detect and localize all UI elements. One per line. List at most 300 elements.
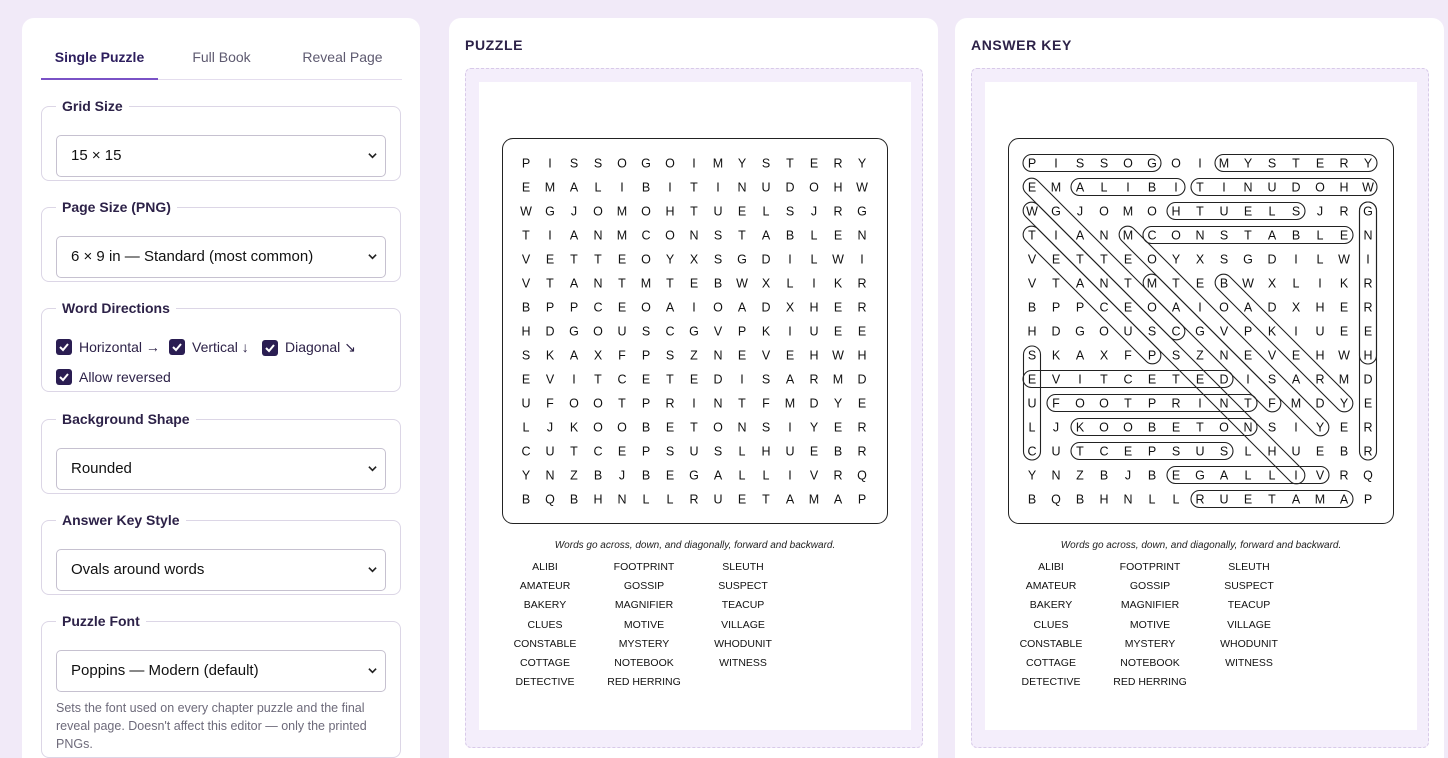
- grid-letter: Y: [737, 156, 747, 171]
- grid-letter: N: [1219, 348, 1229, 363]
- grid-letter: E: [737, 348, 747, 363]
- grid-letter: S: [761, 156, 771, 171]
- grid-letter: G: [689, 468, 699, 483]
- grid-letter: T: [1244, 396, 1252, 411]
- grid-letter: G: [1147, 156, 1157, 171]
- grid-letter: L: [1316, 252, 1324, 267]
- grid-letter: U: [761, 180, 771, 195]
- background-shape-group: [41, 411, 401, 494]
- answer-key-style-group: [41, 512, 401, 595]
- grid-letter: S: [1219, 252, 1229, 267]
- grid-letter: B: [1147, 468, 1157, 483]
- vertical-label: Vertical ↓: [192, 339, 249, 355]
- grid-letter: R: [1339, 204, 1349, 219]
- word-list-item: WITNESS: [719, 657, 767, 669]
- grid-letter: O: [809, 180, 819, 195]
- grid-letter: G: [569, 324, 579, 339]
- grid-letter: T: [1076, 252, 1084, 267]
- grid-letter: I: [1294, 468, 1298, 483]
- word-list-item: MYSTERY: [1124, 637, 1176, 650]
- word-list-item: TEACUP: [721, 599, 765, 612]
- grid-letter: E: [617, 252, 627, 267]
- grid-letter: D: [1315, 396, 1325, 411]
- grid-letter: N: [1123, 492, 1133, 507]
- grid-letter: P: [1147, 348, 1157, 363]
- grid-letter: P: [1243, 324, 1253, 339]
- grid-letter: A: [1339, 492, 1349, 507]
- grid-letter: U: [809, 324, 819, 339]
- grid-letter: I: [668, 180, 672, 195]
- grid-letter: L: [786, 276, 794, 291]
- grid-letter: A: [1219, 468, 1229, 483]
- grid-letter: X: [1099, 348, 1109, 363]
- grid-letter: Z: [1076, 468, 1084, 483]
- grid-letter: R: [1339, 468, 1349, 483]
- grid-letter: P: [1075, 300, 1085, 315]
- grid-letter: L: [1244, 444, 1252, 459]
- word-list-item: AMATEUR: [519, 580, 571, 593]
- grid-letter: I: [692, 396, 696, 411]
- grid-letter: H: [857, 348, 867, 363]
- grid-letter: G: [857, 204, 867, 219]
- grid-letter: M: [616, 228, 628, 243]
- grid-letter: S: [1099, 156, 1109, 171]
- grid-letter: A: [1075, 180, 1085, 195]
- grid-letter: R: [1339, 156, 1349, 171]
- word-list-item: SLEUTH: [722, 561, 764, 573]
- word-list-item: CONSTABLE: [1019, 637, 1083, 650]
- word-list-item: SUSPECT: [718, 580, 768, 593]
- grid-letter: Y: [521, 468, 531, 483]
- grid-letter: F: [1052, 396, 1060, 411]
- grid-letter: O: [1099, 204, 1109, 219]
- grid-letter: V: [1315, 468, 1325, 483]
- grid-letter: E: [1195, 276, 1205, 291]
- grid-letter: U: [1027, 396, 1037, 411]
- grid-letter: I: [572, 372, 576, 387]
- grid-letter: I: [1246, 372, 1250, 387]
- word-list-item: RED HERRING: [1113, 676, 1187, 689]
- grid-letter: M: [1122, 204, 1134, 219]
- grid-letter: G: [737, 252, 747, 267]
- word-list-item: NOTEBOOK: [1120, 657, 1180, 669]
- grid-letter: N: [1219, 396, 1229, 411]
- grid-letter: O: [1123, 156, 1133, 171]
- answer-oval: [1191, 179, 1377, 196]
- grid-letter: K: [1075, 420, 1085, 435]
- grid-letter: S: [1267, 156, 1277, 171]
- grid-letter: S: [713, 444, 723, 459]
- grid-letter: A: [833, 492, 843, 507]
- grid-letter: O: [1147, 252, 1157, 267]
- grid-letter: I: [788, 420, 792, 435]
- grid-letter: C: [593, 444, 603, 459]
- word-directions-group: [41, 300, 401, 392]
- puzzle-font-value: Poppins — Modern (default): [71, 662, 259, 679]
- grid-size-label: Grid Size: [62, 98, 123, 114]
- grid-letter: H: [1171, 204, 1181, 219]
- grid-letter: U: [713, 204, 723, 219]
- grid-letter: Y: [1363, 156, 1373, 171]
- grid-letter: M: [1314, 492, 1326, 507]
- grid-letter: C: [521, 444, 531, 459]
- grid-letter: E: [809, 156, 819, 171]
- grid-letter: Y: [665, 252, 675, 267]
- grid-letter: B: [1027, 300, 1037, 315]
- grid-letter: E: [665, 468, 675, 483]
- grid-letter: J: [810, 204, 818, 219]
- grid-letter: W: [1362, 180, 1374, 195]
- word-list-item: SLEUTH: [1228, 561, 1270, 573]
- grid-letter: V: [713, 324, 723, 339]
- grid-letter: E: [665, 420, 675, 435]
- grid-letter: D: [1291, 180, 1301, 195]
- grid-letter: G: [1075, 324, 1085, 339]
- grid-letter: T: [1196, 204, 1204, 219]
- grid-letter: L: [1316, 228, 1324, 243]
- grid-letter: O: [593, 420, 603, 435]
- diagonal-checkbox[interactable]: [262, 339, 356, 356]
- puzzle-preview-panel: [449, 18, 938, 758]
- grid-letter: O: [1171, 228, 1181, 243]
- grid-letter: O: [569, 396, 579, 411]
- grid-letter: N: [1099, 276, 1109, 291]
- grid-letter: G: [545, 204, 555, 219]
- horizontal-checkbox[interactable]: [56, 339, 160, 355]
- grid-letter: E: [1027, 180, 1037, 195]
- grid-letter: T: [762, 492, 770, 507]
- word-list-item: RED HERRING: [607, 676, 681, 689]
- grid-letter: N: [713, 348, 723, 363]
- grid-letter: S: [1171, 348, 1181, 363]
- grid-letter: G: [1051, 204, 1061, 219]
- page-size-select[interactable]: [56, 236, 386, 278]
- grid-letter: B: [1147, 420, 1157, 435]
- grid-letter: O: [593, 324, 603, 339]
- grid-letter: T: [690, 204, 698, 219]
- grid-letter: O: [1171, 156, 1181, 171]
- grid-letter: P: [1051, 300, 1061, 315]
- grid-letter: E: [1363, 396, 1373, 411]
- grid-letter: U: [1267, 180, 1277, 195]
- word-list-item: FOOTPRINT: [1119, 561, 1181, 573]
- grid-letter: C: [593, 300, 603, 315]
- answer-key-panel: [955, 18, 1444, 758]
- grid-letter: T: [738, 396, 746, 411]
- grid-letter: R: [833, 204, 843, 219]
- grid-letter: G: [1243, 252, 1253, 267]
- grid-letter: O: [1219, 300, 1229, 315]
- grid-letter: E: [1315, 444, 1325, 459]
- grid-letter: U: [1051, 444, 1061, 459]
- grid-letter: J: [1076, 204, 1084, 219]
- grid-letter: C: [617, 372, 627, 387]
- grid-letter: H: [521, 324, 531, 339]
- grid-letter: M: [784, 396, 796, 411]
- word-list-item: AMATEUR: [1025, 580, 1077, 593]
- grid-letter: N: [737, 420, 747, 435]
- word-list-item: DETECTIVE: [515, 676, 575, 689]
- grid-letter: S: [593, 156, 603, 171]
- grid-letter: F: [546, 396, 554, 411]
- grid-letter: T: [738, 228, 746, 243]
- grid-letter: O: [1099, 324, 1109, 339]
- grid-letter: V: [1027, 252, 1037, 267]
- grid-letter: O: [1147, 300, 1157, 315]
- grid-letter: E: [1339, 324, 1349, 339]
- grid-letter: I: [1198, 396, 1202, 411]
- grid-letter: I: [740, 372, 744, 387]
- grid-letter: E: [1051, 252, 1061, 267]
- grid-letter: E: [1339, 300, 1349, 315]
- grid-letter: S: [1075, 156, 1085, 171]
- grid-letter: J: [1316, 204, 1324, 219]
- grid-letter: J: [1124, 468, 1132, 483]
- grid-letter: D: [1267, 252, 1277, 267]
- grid-letter: C: [1027, 444, 1037, 459]
- grid-letter: S: [665, 348, 675, 363]
- grid-letter: N: [857, 228, 867, 243]
- grid-letter: O: [641, 204, 651, 219]
- grid-letter: E: [1147, 372, 1157, 387]
- grid-letter: T: [594, 372, 602, 387]
- grid-letter: B: [1291, 228, 1301, 243]
- grid-letter: O: [593, 396, 603, 411]
- grid-letter: A: [569, 276, 579, 291]
- grid-letter: T: [786, 156, 794, 171]
- grid-letter: I: [1222, 180, 1226, 195]
- grid-letter: W: [856, 180, 868, 195]
- word-list-item: FOOTPRINT: [613, 561, 675, 573]
- grid-letter: E: [1171, 420, 1181, 435]
- allow-reversed-checkbox[interactable]: [56, 369, 171, 385]
- grid-letter: T: [1124, 276, 1132, 291]
- grid-letter: H: [809, 348, 819, 363]
- grid-letter: H: [1027, 324, 1037, 339]
- grid-letter: A: [1171, 300, 1181, 315]
- grid-letter: I: [620, 180, 624, 195]
- diagonal-label: Diagonal ↘: [285, 339, 356, 355]
- grid-letter: L: [642, 492, 650, 507]
- grid-letter: N: [1363, 228, 1373, 243]
- grid-letter: Q: [857, 468, 867, 483]
- grid-letter: M: [640, 276, 652, 291]
- grid-letter: N: [1243, 420, 1253, 435]
- grid-letter: N: [1195, 228, 1205, 243]
- answer-page: [985, 82, 1417, 730]
- grid-letter: B: [1219, 276, 1229, 291]
- grid-letter: E: [1243, 204, 1253, 219]
- grid-letter: V: [1051, 372, 1061, 387]
- grid-letter: I: [1198, 156, 1202, 171]
- grid-letter: M: [616, 204, 628, 219]
- grid-size-group: [41, 98, 401, 181]
- grid-letter: I: [860, 252, 864, 267]
- answer-key-style-select[interactable]: [56, 549, 386, 591]
- grid-letter: O: [1315, 180, 1325, 195]
- grid-letter: R: [809, 372, 819, 387]
- grid-letter: A: [1075, 348, 1085, 363]
- grid-letter: L: [1292, 276, 1300, 291]
- grid-letter: T: [594, 252, 602, 267]
- grid-letter: L: [1028, 420, 1036, 435]
- puzzle-font-select[interactable]: [56, 650, 386, 692]
- grid-letter: B: [1075, 492, 1085, 507]
- grid-letter: K: [833, 276, 843, 291]
- answer-key-title: ANSWER KEY: [971, 37, 1072, 53]
- checkbox-checked-icon: [169, 339, 185, 355]
- grid-letter: E: [545, 252, 555, 267]
- answer-oval: [1023, 155, 1161, 172]
- tab-reveal-page[interactable]: Reveal Page: [302, 49, 383, 65]
- puzzle-font-helper: Sets the font used on every chapter puzzle and the final reveal page. Doesn't affect this editor — only the printed PNGs.: [56, 701, 367, 751]
- grid-letter: B: [1027, 492, 1037, 507]
- grid-letter: D: [1051, 324, 1061, 339]
- checkbox-checked-icon: [56, 339, 72, 355]
- vertical-checkbox[interactable]: [169, 339, 249, 355]
- grid-letter: X: [593, 348, 603, 363]
- grid-letter: J: [570, 204, 578, 219]
- grid-letter: O: [665, 228, 675, 243]
- grid-letter: S: [761, 420, 771, 435]
- grid-letter: T: [1244, 228, 1252, 243]
- grid-letter: A: [569, 228, 579, 243]
- grid-letter: A: [1291, 492, 1301, 507]
- grid-letter: R: [833, 468, 843, 483]
- grid-letter: C: [1099, 444, 1109, 459]
- grid-letter: O: [1099, 396, 1109, 411]
- page-size-group: [41, 199, 401, 282]
- tab-single-puzzle[interactable]: Single Puzzle: [41, 38, 158, 80]
- grid-letter: L: [1268, 468, 1276, 483]
- chevron-down-icon: [368, 666, 377, 675]
- grid-letter: R: [857, 444, 867, 459]
- grid-letter: O: [1123, 420, 1133, 435]
- grid-letter: J: [1052, 420, 1060, 435]
- grid-letter: W: [1338, 252, 1350, 267]
- grid-letter: H: [1339, 180, 1349, 195]
- grid-letter: S: [1291, 204, 1301, 219]
- grid-letter: L: [1244, 468, 1252, 483]
- grid-size-select[interactable]: [56, 135, 386, 177]
- grid-letter: P: [641, 444, 651, 459]
- grid-letter: Y: [833, 396, 843, 411]
- grid-letter: D: [785, 180, 795, 195]
- grid-letter: L: [762, 468, 770, 483]
- grid-letter: S: [1219, 228, 1229, 243]
- grid-letter: O: [1099, 420, 1109, 435]
- grid-letter: I: [1174, 180, 1178, 195]
- grid-letter: B: [521, 300, 531, 315]
- grid-letter: S: [1219, 444, 1229, 459]
- grid-letter: I: [692, 300, 696, 315]
- grid-letter: L: [1172, 492, 1180, 507]
- grid-letter: P: [1147, 396, 1157, 411]
- grid-letter: B: [1147, 180, 1157, 195]
- grid-letter: I: [1366, 252, 1370, 267]
- grid-letter: C: [1099, 300, 1109, 315]
- chevron-down-icon: [368, 151, 377, 160]
- grid-letter: F: [1124, 348, 1132, 363]
- grid-letter: Z: [1196, 348, 1204, 363]
- tab-full-book[interactable]: Full Book: [192, 49, 251, 65]
- instructions-text: Words go across, down, and diagonally, forward and backward.: [1060, 540, 1342, 551]
- grid-letter: P: [521, 156, 531, 171]
- word-list-item: MOTIVE: [623, 618, 665, 631]
- grid-letter: W: [832, 348, 844, 363]
- grid-letter: V: [809, 468, 819, 483]
- grid-letter: L: [810, 252, 818, 267]
- grid-letter: B: [833, 444, 843, 459]
- grid-letter: Z: [570, 468, 578, 483]
- grid-letter: T: [618, 396, 626, 411]
- grid-letter: E: [617, 444, 627, 459]
- grid-letter: L: [1268, 204, 1276, 219]
- word-list-item: CONSTABLE: [513, 637, 577, 650]
- grid-letter: U: [713, 492, 723, 507]
- grid-letter: H: [593, 492, 603, 507]
- grid-letter: E: [1291, 348, 1301, 363]
- puzzle-title: PUZZLE: [465, 37, 524, 53]
- grid-letter: G: [1195, 324, 1205, 339]
- grid-letter: Y: [1171, 252, 1181, 267]
- grid-letter: P: [1363, 492, 1373, 507]
- grid-letter: M: [832, 372, 844, 387]
- puzzle-preview-frame: [465, 68, 923, 748]
- word-list-item: ALIBI: [532, 561, 558, 573]
- answer-oval: [1020, 199, 1309, 488]
- mode-tabs: [41, 38, 402, 80]
- grid-letter: H: [1099, 492, 1109, 507]
- word-list-item: GOSSIP: [1129, 580, 1171, 593]
- grid-letter: B: [593, 468, 603, 483]
- grid-letter: S: [569, 156, 579, 171]
- grid-letter: S: [785, 204, 795, 219]
- word-list-item: GOSSIP: [623, 580, 665, 593]
- background-shape-select[interactable]: [56, 448, 386, 490]
- grid-letter: X: [1267, 276, 1277, 291]
- background-shape-value: Rounded: [71, 460, 132, 477]
- grid-letter: E: [809, 444, 819, 459]
- answer-letter-grid: [985, 82, 1417, 542]
- grid-letter: D: [1219, 372, 1229, 387]
- grid-letter: E: [1123, 252, 1133, 267]
- grid-letter: I: [1198, 300, 1202, 315]
- grid-letter: W: [1242, 276, 1254, 291]
- grid-letter: I: [1294, 324, 1298, 339]
- grid-letter: E: [857, 324, 867, 339]
- grid-letter: C: [641, 228, 651, 243]
- grid-letter: I: [548, 228, 552, 243]
- word-list-item: MYSTERY: [618, 637, 670, 650]
- grid-letter: S: [1171, 444, 1181, 459]
- grid-letter: V: [521, 252, 531, 267]
- grid-letter: L: [1100, 180, 1108, 195]
- grid-letter: A: [713, 468, 723, 483]
- grid-letter: E: [1171, 468, 1181, 483]
- grid-letter: I: [788, 468, 792, 483]
- grid-letter: L: [594, 180, 602, 195]
- grid-letter: V: [1267, 348, 1277, 363]
- grid-letter: E: [1123, 300, 1133, 315]
- grid-letter: H: [809, 300, 819, 315]
- grid-letter: P: [641, 396, 651, 411]
- word-list-item: TEACUP: [1227, 599, 1271, 612]
- grid-letter: A: [665, 300, 675, 315]
- grid-letter: O: [641, 300, 651, 315]
- grid-letter: U: [1195, 444, 1205, 459]
- grid-letter: E: [1363, 324, 1373, 339]
